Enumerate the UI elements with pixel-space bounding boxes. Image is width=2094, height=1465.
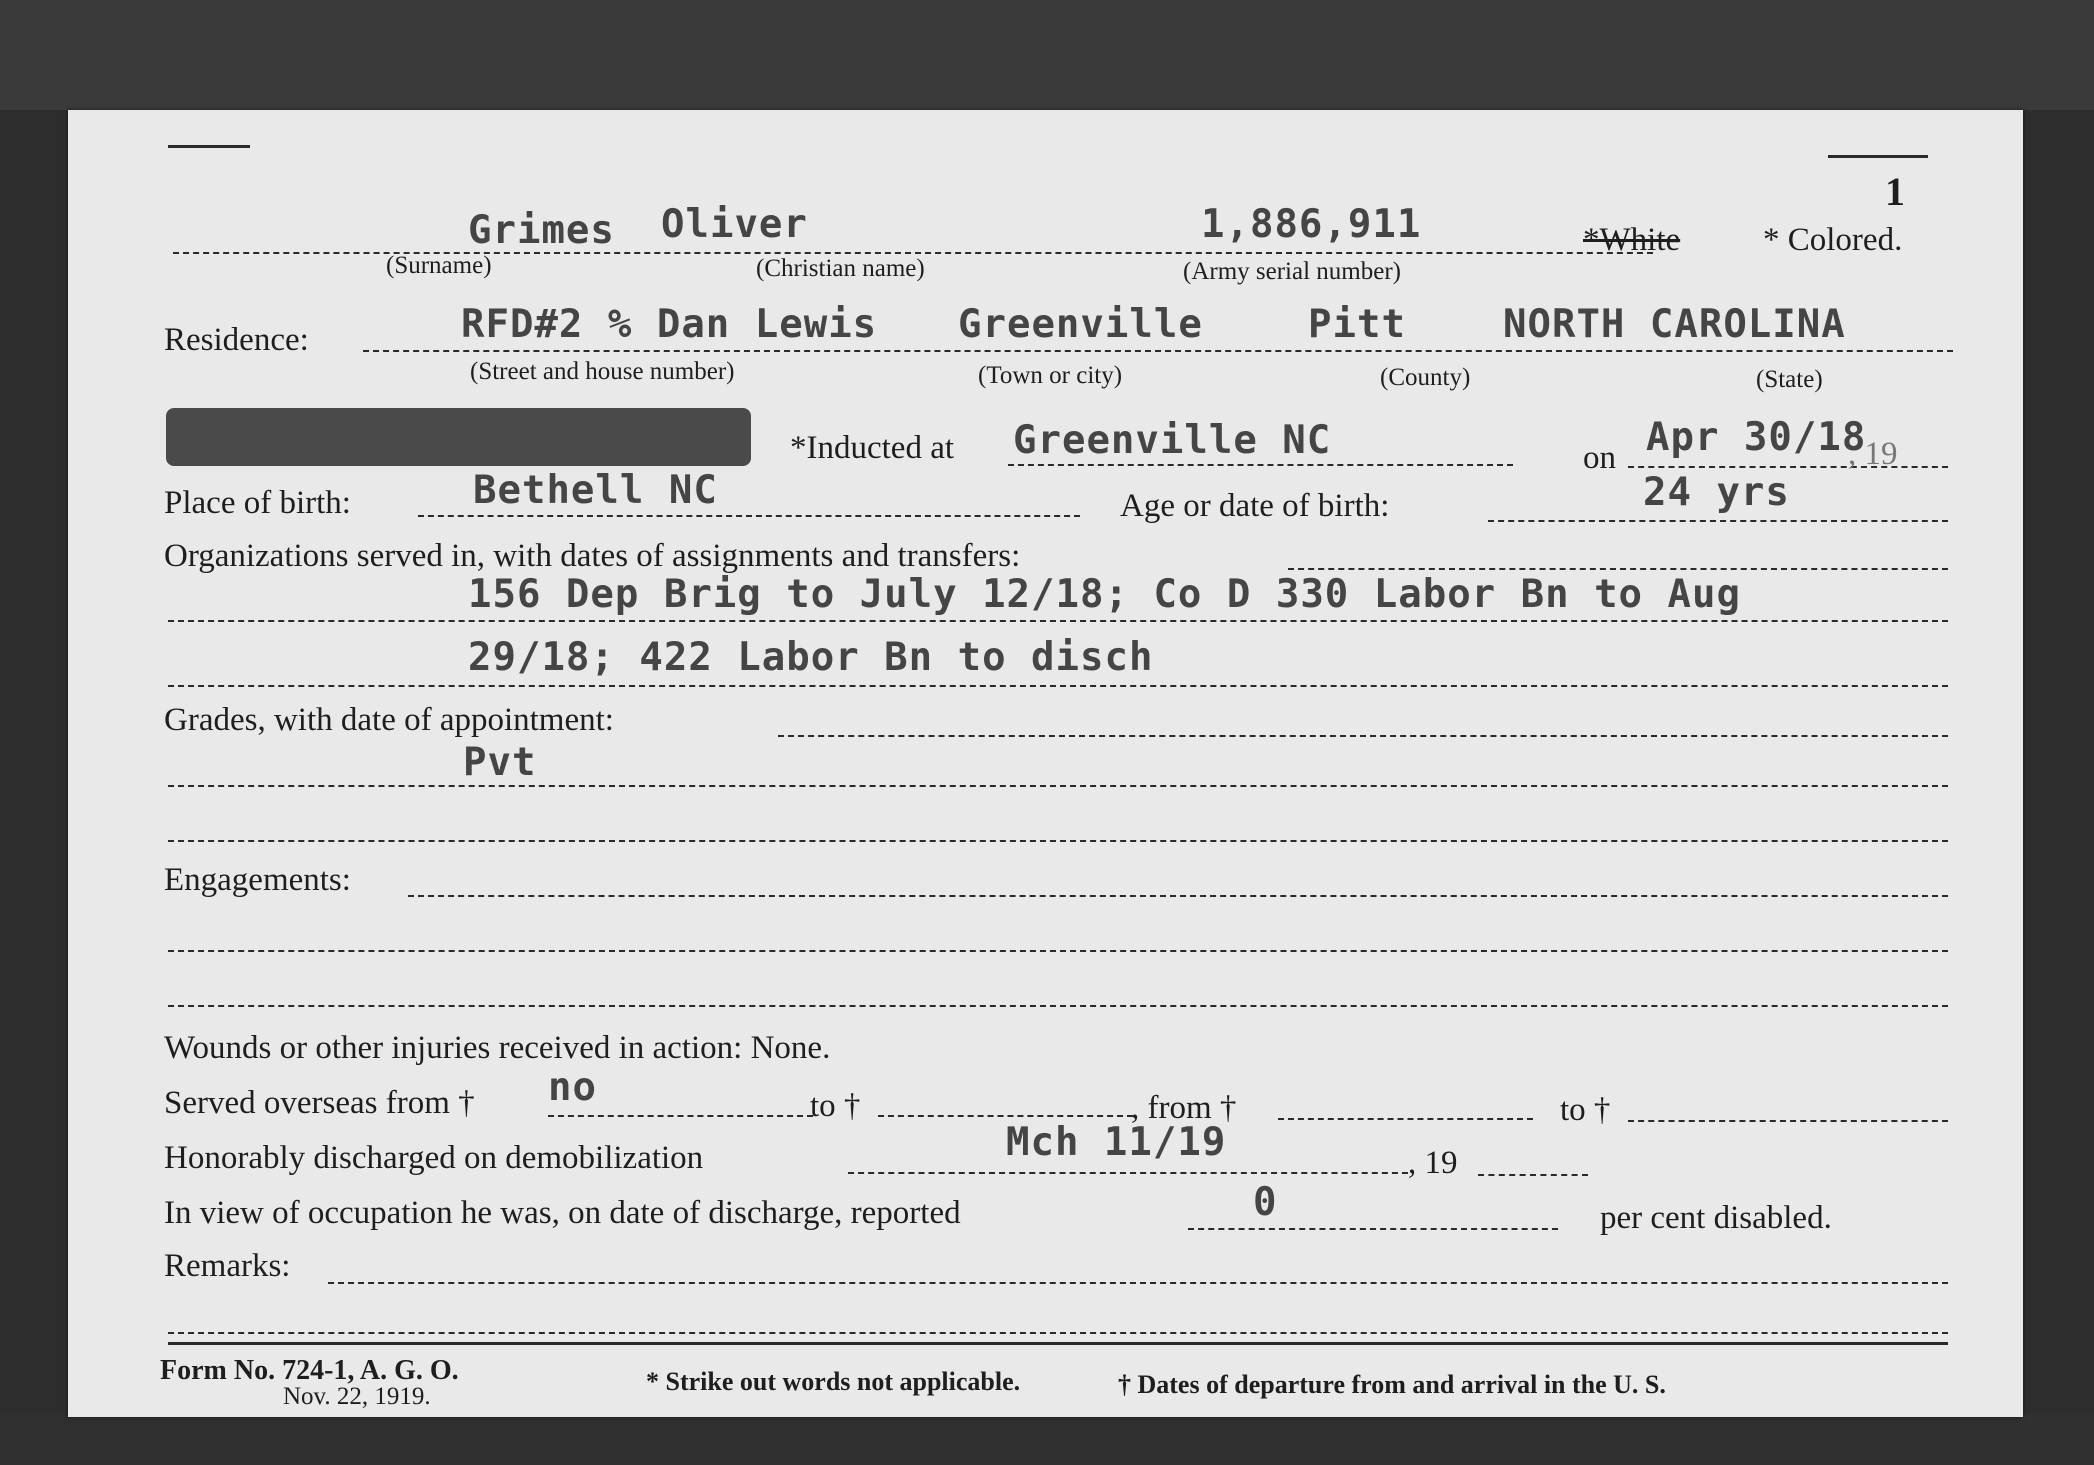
overseas-to2-line	[1628, 1120, 1948, 1122]
disability-line	[1188, 1228, 1558, 1230]
disability-suffix: per cent disabled.	[1600, 1200, 1832, 1236]
scanner-background-top	[0, 0, 2094, 110]
induction-year-suffix: , 19	[1848, 436, 1898, 472]
induction-date: Apr 30/18	[1646, 415, 1867, 460]
disability-value: 0	[1253, 1180, 1278, 1225]
footnote-strike: * Strike out words not applicable.	[646, 1367, 1021, 1396]
engagements-line-3	[168, 1005, 1948, 1007]
organizations-label-line	[1288, 568, 1948, 570]
organizations-line-2	[168, 685, 1948, 687]
residence-label: Residence:	[164, 322, 309, 358]
served-overseas-label: Served overseas from †	[164, 1085, 475, 1121]
form-number: Form No. 724-1, A. G. O.	[160, 1355, 459, 1386]
surname-caption: (Surname)	[386, 252, 492, 279]
card-number: 1	[1885, 169, 1905, 214]
wounds-label: Wounds or other injuries received in action: None.	[164, 1030, 831, 1066]
engagements-line-2	[168, 950, 1948, 952]
grades-line-2	[168, 840, 1948, 842]
overseas-from-line	[548, 1115, 813, 1117]
overseas-from2-label: , from †	[1131, 1090, 1237, 1126]
overseas-to2-label: to †	[1560, 1092, 1611, 1128]
serial-caption: (Army serial number)	[1183, 258, 1401, 285]
top-left-rule	[168, 145, 250, 148]
organizations-entry-2: 29/18; 422 Labor Bn to disch	[468, 635, 1154, 680]
draft-card	[68, 110, 2023, 1417]
age-value: 24 yrs	[1643, 470, 1790, 515]
christian-name: Oliver	[661, 202, 808, 247]
footnote-dates: † Dates of departure from and arrival in the U. S.	[1118, 1370, 1666, 1399]
street-caption: (Street and house number)	[470, 358, 735, 385]
overseas-from-value: no	[548, 1065, 597, 1110]
residence-line	[363, 350, 1953, 352]
place-of-birth-line	[418, 515, 1080, 517]
overseas-to-label: to †	[810, 1088, 861, 1124]
top-right-rule	[1828, 155, 1928, 158]
discharge-label: Honorably discharged on demobilization	[164, 1140, 704, 1176]
form-date: Nov. 22, 1919.	[283, 1383, 431, 1410]
remarks-line-2	[168, 1332, 1948, 1334]
remarks-rule	[168, 1342, 1948, 1345]
on-label: on	[1583, 440, 1616, 476]
residence-town: Greenville	[958, 302, 1203, 347]
residence-street: RFD#2 % Dan Lewis	[461, 302, 878, 347]
inducted-place: Greenville NC	[1013, 418, 1332, 463]
remarks-label: Remarks:	[164, 1248, 291, 1284]
discharge-year-line	[1478, 1174, 1588, 1176]
grades-label: Grades, with date of appointment:	[164, 702, 614, 738]
discharge-date: Mch 11/19	[1006, 1120, 1227, 1165]
grades-line-1	[168, 785, 1948, 787]
overseas-to-line	[878, 1115, 1133, 1117]
overseas-from2-line	[1278, 1118, 1533, 1120]
remarks-line-1	[328, 1282, 1948, 1284]
inducted-place-line	[1008, 464, 1513, 466]
county-caption: (County)	[1380, 364, 1471, 391]
race-white-struck: *White	[1583, 222, 1681, 258]
residence-county: Pitt	[1308, 302, 1406, 347]
state-caption: (State)	[1756, 366, 1823, 393]
induction-date-line	[1628, 466, 1948, 468]
race-colored: * Colored.	[1763, 222, 1903, 258]
engagements-line-1	[408, 895, 1948, 897]
surname: Grimes	[468, 208, 615, 253]
age-label: Age or date of birth:	[1120, 488, 1390, 524]
christian-name-caption: (Christian name)	[756, 255, 925, 282]
organizations-label: Organizations served in, with dates of assignments and transfers:	[164, 538, 1021, 574]
organizations-entry-1: 156 Dep Brig to July 12/18; Co D 330 Labor Bn to Aug	[468, 572, 1741, 617]
grades-label-line	[778, 735, 1948, 737]
grade-value: Pvt	[463, 740, 537, 785]
army-serial-number: 1,886,911	[1201, 202, 1422, 247]
place-of-birth-label: Place of birth:	[164, 485, 351, 521]
age-line	[1488, 520, 1948, 522]
discharge-date-line	[848, 1172, 1408, 1174]
place-of-birth: Bethell NC	[473, 468, 718, 513]
disability-label: In view of occupation he was, on date of discharge, reported	[164, 1195, 961, 1231]
organizations-line-1	[168, 620, 1948, 622]
engagements-label: Engagements:	[164, 862, 351, 898]
redaction-bar	[166, 408, 751, 466]
residence-state: NORTH CAROLINA	[1503, 302, 1846, 347]
inducted-at-label: *Inducted at	[790, 430, 955, 466]
scanner-background-bottom	[0, 1415, 2094, 1465]
discharge-year-suffix: , 19	[1408, 1145, 1458, 1181]
town-caption: (Town or city)	[978, 362, 1123, 389]
